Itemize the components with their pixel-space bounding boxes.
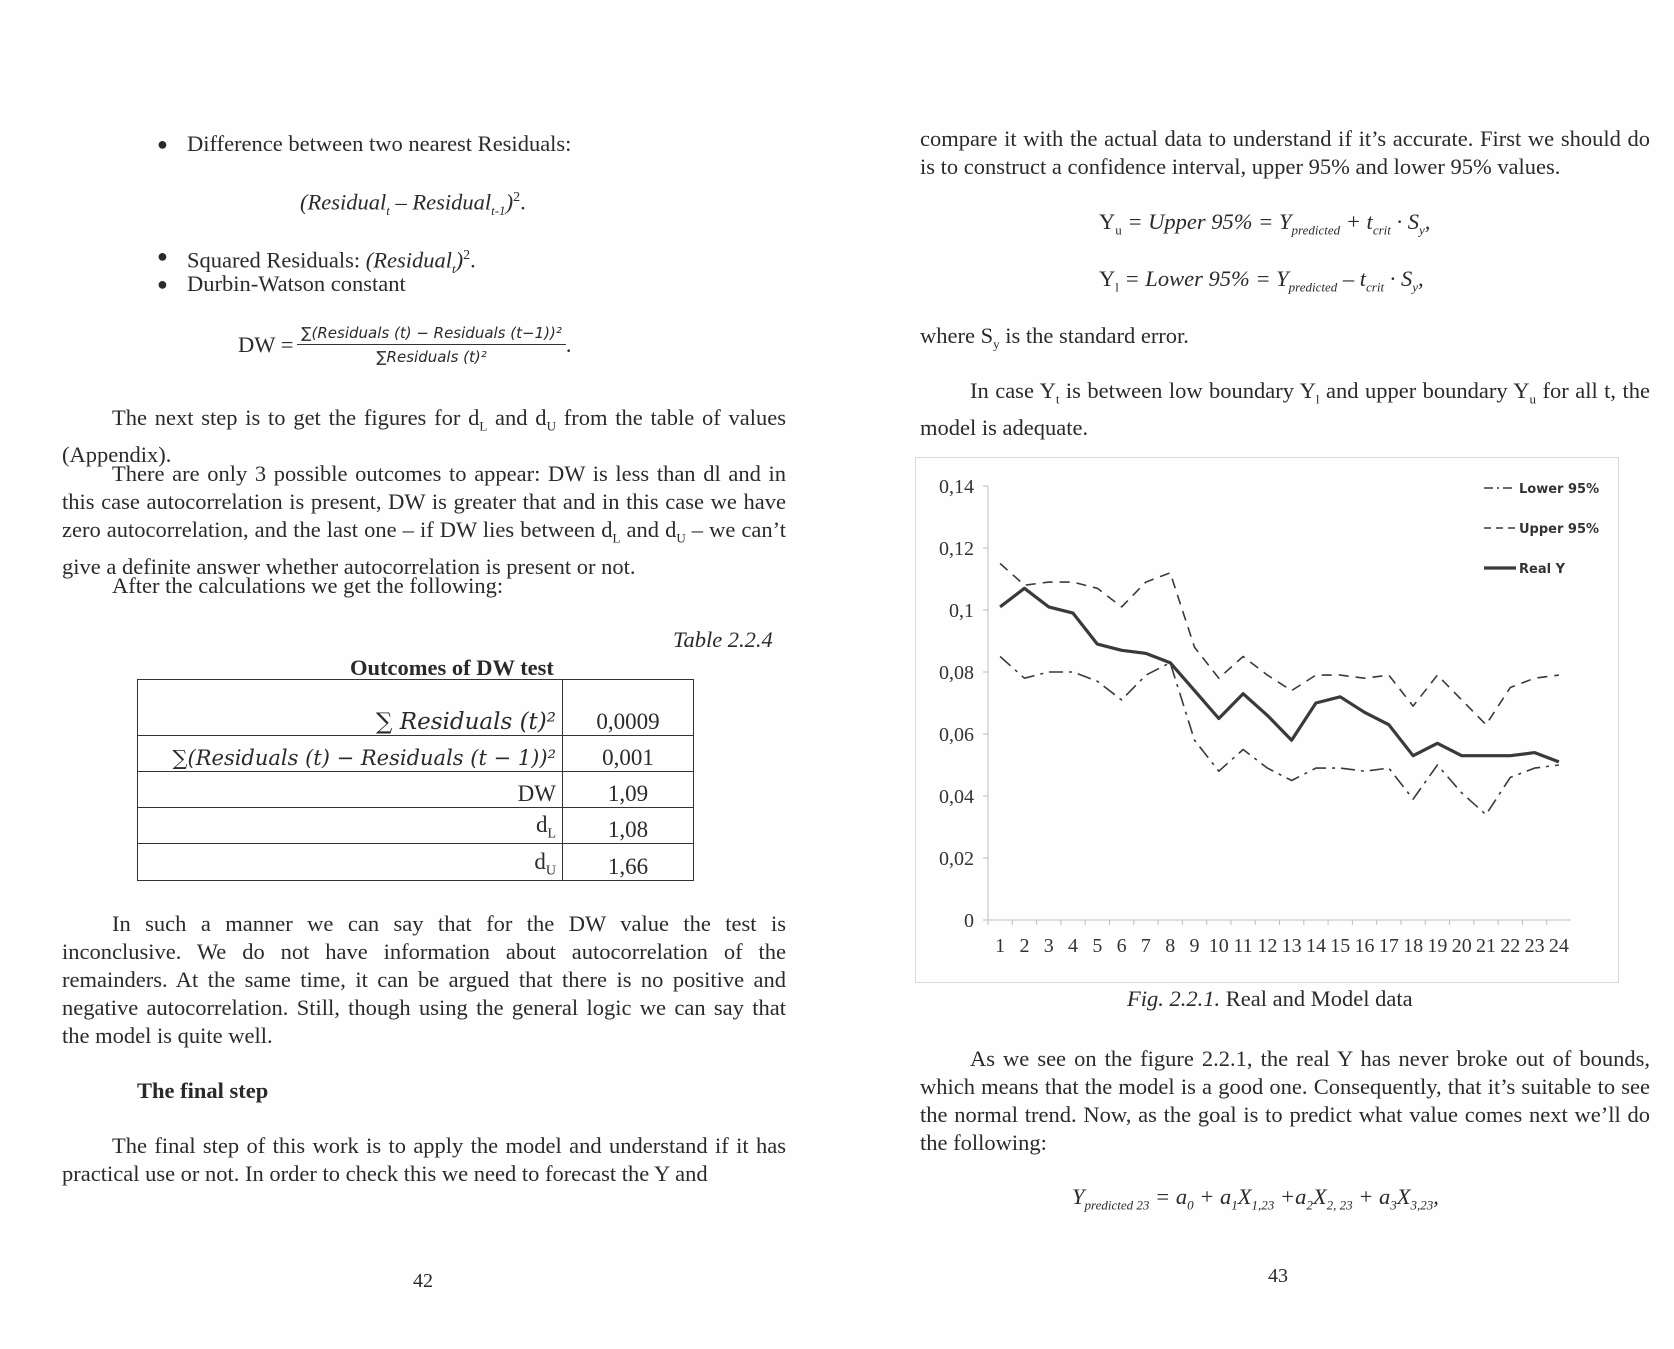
table-cell-value: 0,0009 [563, 680, 694, 736]
bullet-squared-residuals: ● Squared Residuals: (Residual$_t$)$^2$. [187, 242, 476, 283]
x-tick-label: 16 [1354, 935, 1375, 957]
x-tick-label: 14 [1305, 935, 1326, 957]
y-tick-label: 0,04 [939, 786, 974, 808]
table-row [138, 680, 694, 736]
paragraph-confidence-interval: compare it with the actual data to understand if it’s accurate. First we should do is to construct a confidence interval, upper 95% and lower 95% values. [920, 126, 1650, 179]
legend-label: Upper 95% [1519, 522, 1600, 537]
table-row [138, 772, 694, 808]
series-line-upper-95- [1000, 564, 1559, 725]
figure-real-vs-model [915, 457, 1619, 983]
paragraph-final-step: The final step of this work is to apply the model and understand if it has practical use or not. In order to check this we need to forecast the Y and [62, 1133, 786, 1186]
y-tick-label: 0,06 [939, 724, 974, 746]
series-line-real-y [1000, 588, 1559, 762]
dw-outcomes-table [137, 679, 694, 881]
legend-label: Lower 95% [1519, 482, 1600, 497]
table-number: Table 2.2.4 [673, 627, 773, 652]
bullet-dot-icon: ● [157, 134, 168, 154]
table-row [138, 808, 694, 844]
table-cell-value: 0,001 [563, 736, 694, 772]
paragraph-adequacy: In case $Y_t$ is between low boundary $Y_l$ and upper boundary $Y_u$ for all t, the model is adequate. [920, 378, 1650, 440]
y-tick-label: 0,12 [939, 538, 974, 560]
paragraph-figure-discussion: As we see on the figure 2.2.1, the real Y has never broke out of bounds, which means that the model is a good one. Consequently, that it’s suitable to see the normal trend. Now, as the goal is to predict what value comes next we’ll do the following: [920, 1046, 1650, 1155]
paragraph-outcomes: There are only 3 possible outcomes to appear: DW is less than dl and in this case autocorrelation is present, DW is greater that and in this case we have zero autocorrelation, and the last one – if DW lies between $d_L$ and $d_U$ – we can’t give a definite answer whether autocorrelation is present or not. [62, 461, 786, 579]
table-cell-label: DW [138, 772, 563, 808]
x-tick-label: 22 [1500, 935, 1521, 957]
x-tick-label: 23 [1524, 935, 1545, 957]
table-cell-label: $d_L$ [138, 808, 563, 844]
y-tick-label: 0,1 [949, 600, 974, 622]
y-tick-label: 0 [964, 910, 974, 932]
x-tick-label: 8 [1165, 935, 1176, 957]
paragraph-inconclusive: In such a manner we can say that for the DW value the test is inconclusive. We do not have information about autocorrelation of the remainders. At the same time, it can be argued that there is no positive and negative autocorrelation. Still, though using the general logic we can say that the model is quite well. [62, 911, 786, 1048]
bullet-dot-icon: ● [157, 246, 168, 266]
paragraph-table-of-values: The next step is to get the figures for $d_L$ and $d_U$ from the table of values (Appendix). [62, 405, 786, 467]
x-tick-label: 21 [1475, 935, 1496, 957]
legend-label: Real Y [1519, 562, 1565, 577]
y-tick-label: 0,08 [939, 662, 974, 684]
dw-numerator: ∑(Residuals (t) − Residuals (t−1))² [297, 324, 565, 345]
x-tick-label: 24 [1548, 935, 1569, 957]
x-tick-label: 18 [1403, 935, 1424, 957]
equation-prediction: $Y_{predicted 23} = a_0 + a_1X_{1,23} +a_2X_{2, 23} + a_3X_{3,23}$, [1072, 1184, 1439, 1213]
table-cell-value: 1,66 [563, 844, 694, 881]
bullet-residual-difference [157, 130, 572, 158]
table-cell-value: 1,08 [563, 808, 694, 844]
equation-upper-95: $Y_u$ = Upper $95\% = Y_{predicted} + t_{crit} \cdot S_y$, [1099, 209, 1431, 238]
x-tick-label: 5 [1092, 935, 1103, 957]
paragraph-standard-error: where $S_y$ is the standard error. [920, 323, 1189, 352]
x-tick-label: 4 [1068, 935, 1079, 957]
x-tick-label: 2 [1019, 935, 1030, 957]
bullet-text: Difference between two nearest Residuals: [187, 131, 572, 156]
x-tick-label: 11 [1233, 935, 1253, 957]
x-tick-label: 10 [1208, 935, 1229, 957]
x-tick-label: 3 [1043, 935, 1054, 957]
x-tick-label: 19 [1427, 935, 1448, 957]
paragraph-calculations: After the calculations we get the following: [112, 573, 504, 598]
table-title: Outcomes of DW test [350, 655, 554, 680]
formula-residual-difference: (Residual$_t$ – Residual$_{t-1}$)$^2$. [300, 189, 526, 218]
table-row [138, 736, 694, 772]
table-cell-label: ∑ Residuals (t)² [138, 680, 563, 736]
bullet-durbin-watson: ● Durbin-Watson constant [157, 271, 406, 296]
dw-denominator: ∑Residuals (t)² [376, 348, 487, 366]
table-cell-label: ∑(Residuals (t) − Residuals (t − 1))² [138, 736, 563, 772]
y-tick-label: 0,02 [939, 848, 974, 870]
x-tick-label: 17 [1378, 935, 1399, 957]
x-tick-label: 6 [1116, 935, 1127, 957]
x-tick-label: 20 [1451, 935, 1472, 957]
x-tick-label: 9 [1189, 935, 1200, 957]
table-row [138, 844, 694, 881]
y-tick-label: 0,14 [939, 476, 974, 498]
dw-fraction [297, 324, 565, 366]
line-chart [916, 458, 1618, 982]
bullet-dot-icon: ● [157, 274, 168, 294]
x-tick-label: 7 [1140, 935, 1151, 957]
x-tick-label: 13 [1281, 935, 1302, 957]
x-tick-label: 15 [1330, 935, 1351, 957]
section-heading: The final step [137, 1078, 269, 1103]
table-cell-value: 1,09 [563, 772, 694, 808]
equation-lower-95: $Y_l$ = Lower $95\% = Y_{predicted} - t_{crit} \cdot S_y$, [1099, 266, 1424, 295]
x-tick-label: 12 [1257, 935, 1278, 957]
figure-caption: Fig. 2.2.1. Real and Model data [1127, 986, 1413, 1011]
page-number: 42 [413, 1270, 433, 1292]
page-number: 43 [1268, 1265, 1288, 1287]
dw-formula: DW = $\frac{\text{∑(Residuals (t) − Residuals (t−1))²}}{\text{∑Residuals (t)²}}$ . [238, 324, 572, 366]
x-tick-label: 1 [995, 935, 1006, 957]
table-cell-label: $d_U$ [138, 844, 563, 881]
series-line-lower-95- [1000, 657, 1559, 815]
